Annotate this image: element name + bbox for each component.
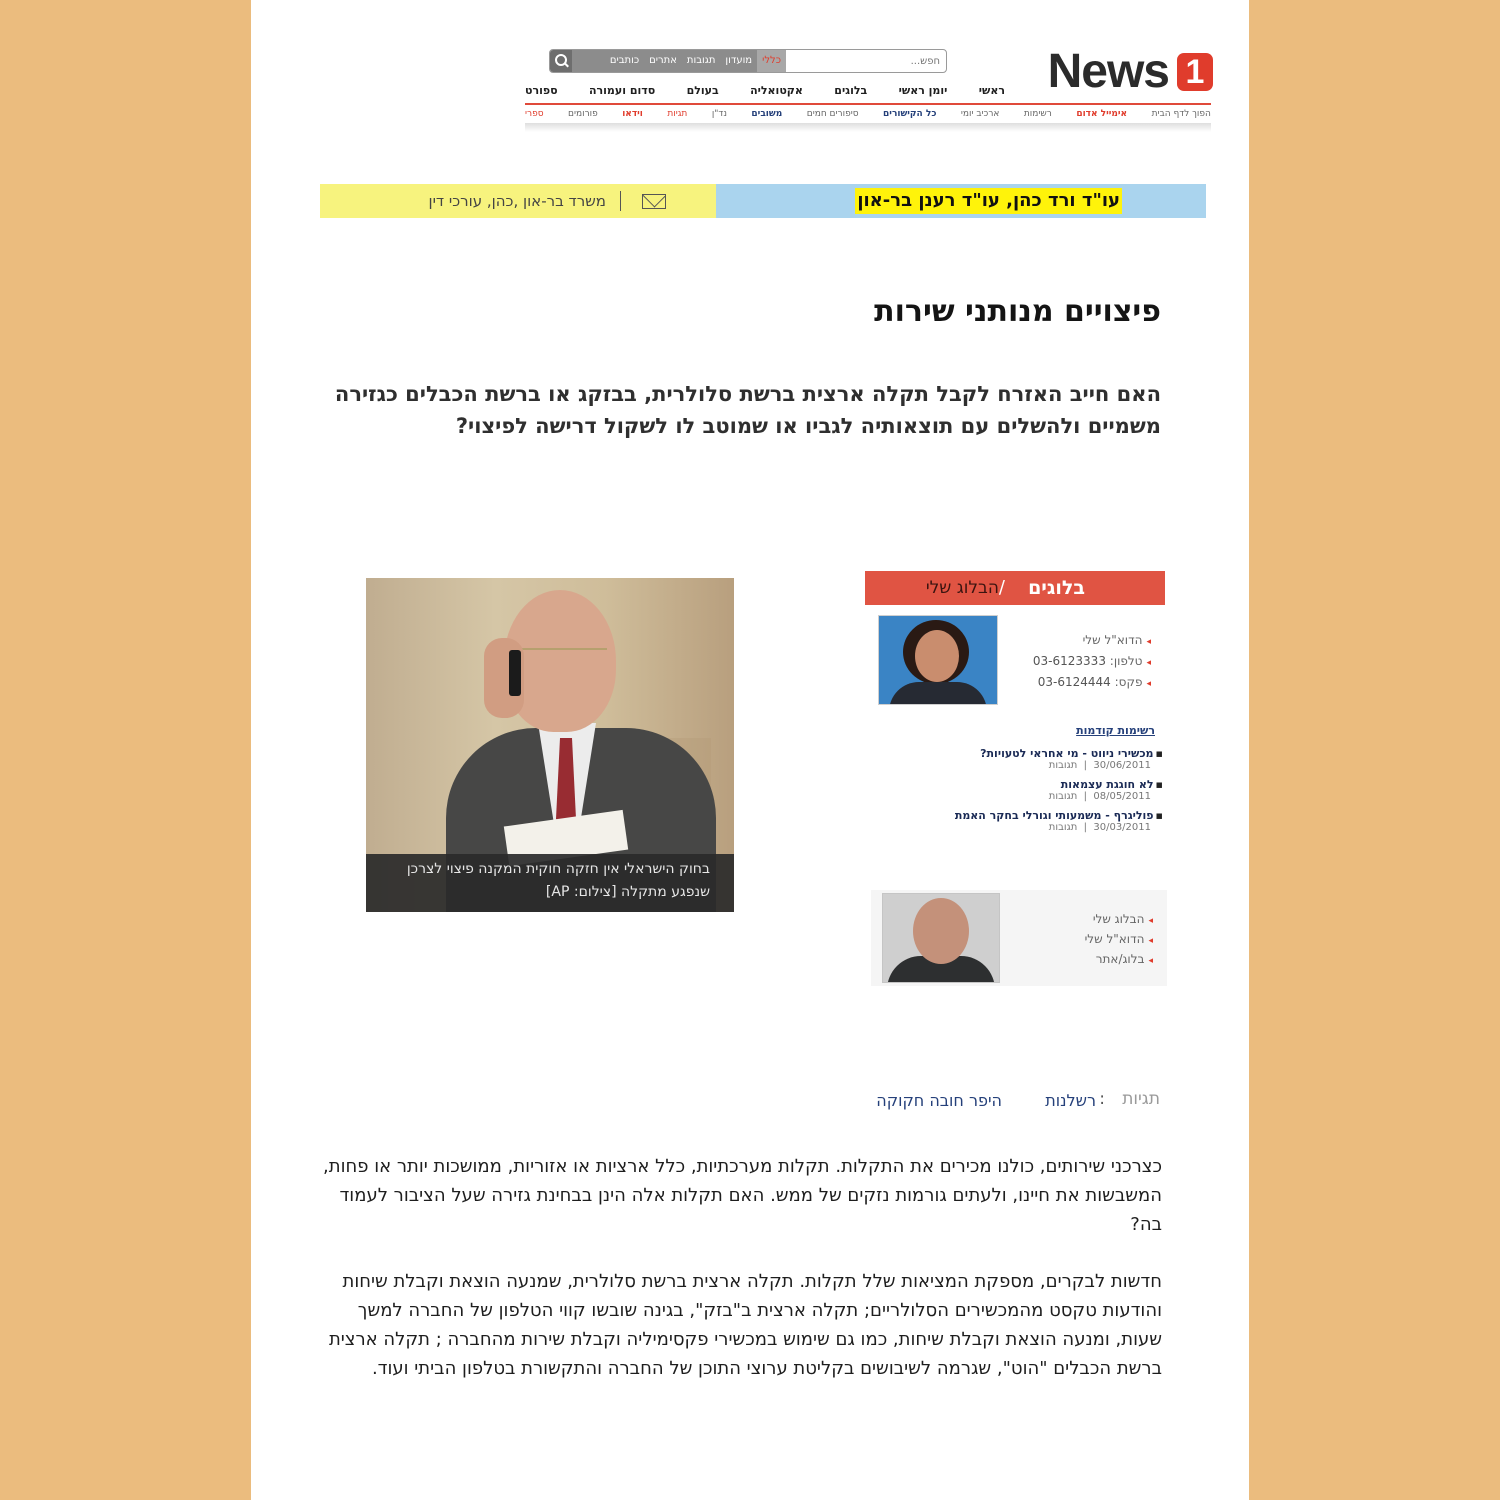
contact-fax-label: פקס: [1114,675,1143,689]
search-bar [549,49,947,73]
bullet-triangle-icon: ◂ [1146,679,1151,689]
banner-firm: משרד בר-און ,כהן, עורכי דין [428,192,606,210]
law-firm-banner[interactable] [320,184,1206,218]
subnav-books[interactable]: ספרי [525,109,544,119]
bullet-triangle-icon: ◂ [1146,637,1151,647]
list-item: ▪לא חוגגת עצמאות 08/05/2011 | תגובות [1048,778,1163,802]
nav-item-world[interactable]: בעולם [686,84,719,97]
bullet-triangle-icon: ◂ [1148,916,1153,926]
search-tab-sites[interactable]: אתרים [649,55,677,66]
post-comments-link[interactable]: תגובות [1048,760,1078,771]
search-tab-general[interactable]: כללי [757,50,786,72]
search-tab-club[interactable]: מועדון [725,55,753,66]
subnav-video[interactable]: וידאו [622,109,643,119]
subnav-real-estate[interactable]: נד"ן [711,109,727,119]
bullet-triangle-icon: ◂ [1148,956,1153,966]
article-subtitle: האם חייב האזרח לקבל תקלה ארצית ברשת סלולרית, בבזקג או ברשת הכבלים כגזירה משמיים ולהשלים עם תוצאותיה לגביו או שמוטב לו לשקול דרישה לפיצוי? [334,382,1161,438]
tag-link[interactable]: היפר חובה חקוקה [876,1091,1002,1110]
author-blog-link[interactable]: הבלוג שלי [1092,912,1145,926]
subnav-red-email[interactable]: אימייל אדום [1076,109,1128,119]
blog-header-separator: / [998,577,1005,598]
bullet-triangle-icon: ◂ [1146,658,1151,668]
post-comments-link[interactable]: תגובות [1048,822,1078,833]
page [251,0,1249,1500]
nav-item-sport[interactable]: ספורט [525,84,558,97]
subnav-lists[interactable]: רשימות [1023,109,1052,119]
nav-item-blogs[interactable]: בלוגים [834,84,868,97]
author-email-link[interactable]: הדוא"ל שלי [1084,932,1145,946]
blog-header-blogs[interactable]: בלוגים [1028,577,1085,599]
second-author-box [871,890,1167,986]
sub-nav [525,106,1211,122]
previous-post-link[interactable]: מכשירי ניווט - מי אחראי לטעויות? [980,747,1154,760]
banner-lawyers: עו"ד ורד כהן, עו"ד רענן בר-און [855,188,1122,214]
previous-post-link[interactable]: פוליגרף - משמעותי וגורלי בחקר האמת [954,809,1154,822]
article-title: פיצויים מנותני שירות [874,294,1161,329]
nav-item-current-affairs[interactable]: אקטואליה [750,84,803,97]
contact-phone: 03-6123333 [1032,654,1106,668]
tag-link[interactable]: רשלנות [1045,1091,1096,1110]
blog-header-my-blog[interactable]: הבלוג שלי [925,578,999,598]
nav-item-daily[interactable]: יומן ראשי [898,84,948,97]
subnav-archive[interactable]: ארכיב יומי [960,109,1000,119]
blog-contact [1001,631,1151,694]
search-tab-comments[interactable]: תגובות [686,55,716,66]
contact-phone-label: טלפון: [1109,654,1143,668]
logo-number: 1 [1177,53,1213,91]
subnav-forums[interactable]: פורומים [568,109,598,119]
list-item: ▪פוליגרף - משמעותי וגורלי בחקר האמת 30/03/2011 | תגובות [954,809,1163,833]
article-paragraph: כצרכני שירותים, כולנו מכירים את התקלות. תקלות מערכתיות, כלל ארציות או אזוריות, ממושכות יותר או פחות, המשבשות את חיינו, ולעתים גורמות נזקים של ממש. האם תקלות אלה הינן בבחינת גזירה שעל הציבור לעמוד בה? [323,1156,1162,1235]
post-comments-link[interactable]: תגובות [1048,791,1078,802]
news1-logo[interactable] [1033,46,1213,98]
previous-posts-header[interactable]: רשימות קודמות [1076,724,1155,737]
envelope-icon [642,194,666,209]
list-item: ▪מכשירי ניווט - מי אחראי לטעויות? 30/06/2011 | תגובות [980,747,1163,771]
main-nav [525,84,1005,102]
nav-item-sodom[interactable]: סדום ועמורה [588,84,656,97]
tags-label: תגיות [1122,1089,1160,1109]
post-date: 30/03/2011 [1093,822,1151,833]
article-photo [366,578,734,912]
search-tabs [572,50,786,72]
subnav-all-links[interactable]: כל הקישורים [883,109,937,119]
post-date: 08/05/2011 [1093,791,1151,802]
blog-box [865,571,1165,739]
article-paragraph: חדשות לבקרים, מספקת המציאות שלל תקלות. תקלה ארצית ברשת סלולרית, שמנעה הוצאת וקבלת שיחות והודעות טקסט מהמכשירים הסלולריים; תקלה ארצית ב"בזק", בגינה שובשו קווי הטלפון של החברה למשך שעות, ומנעה הוצאת וקבלת שיחות, כמו גם שימוש במכשירי פקסימיליה וקבלת שירות מהחברה ; תקלה ארצית ברשת הכבלים "הוט", שגרמה לשיבושים בקליטת ערוצי התוכן של החברה והתקשורת בטלפון הביתי ועוד. [328,1271,1162,1379]
subnav-tags[interactable]: תגיות [667,109,688,119]
subnav-feedback[interactable]: משובים [751,109,783,119]
nav-item-home[interactable]: ראשי [978,84,1005,97]
contact-email-link[interactable]: הדוא"ל שלי [1082,633,1143,647]
search-button[interactable] [550,50,572,72]
previous-post-link[interactable]: לא חוגגת עצמאות [1060,778,1154,791]
previous-posts [911,724,1163,840]
nav-divider [525,103,1211,105]
tags-row: תגיות : רשלנות היפר חובה חקוקה [876,1089,1160,1110]
contact-fax: 03-6124444 [1037,675,1111,689]
search-input[interactable] [790,50,940,72]
blog-header [865,571,1165,605]
photo-caption: בחוק הישראלי אין חזקה חוקית המקנה פיצוי לצרכן שנפגע מתקלה [צילום: AP] [366,854,734,912]
author-site-link[interactable]: בלוג/אתר [1095,952,1145,966]
post-date: 30/06/2011 [1093,760,1151,771]
author-links [1033,910,1153,970]
search-tab-writers[interactable]: כותבים [609,55,640,66]
bullet-triangle-icon: ◂ [1148,936,1153,946]
logo-text: News [1047,45,1169,98]
subnav-hot-stories[interactable]: סיפורים חמים [806,109,859,119]
subnav-homepage[interactable]: הפוך לדף הבית [1151,109,1211,119]
author-photo [882,893,1000,983]
author-photo [878,615,998,705]
